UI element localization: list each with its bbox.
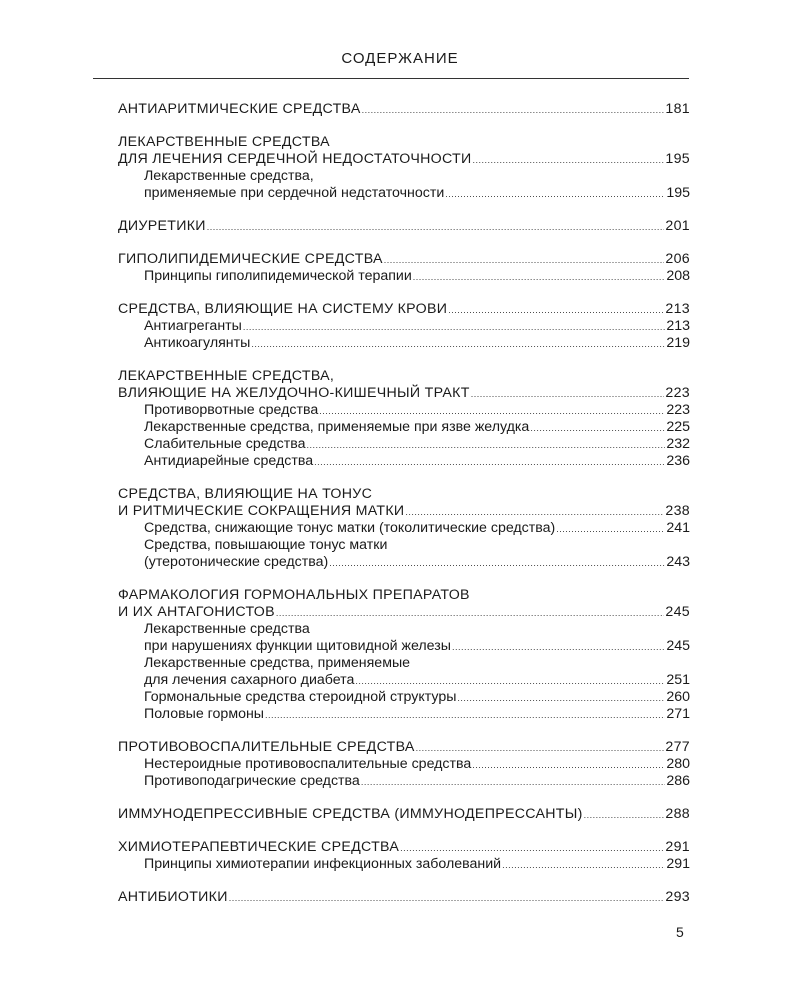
toc-entry-title: Половые гормоны [144, 706, 264, 722]
dot-leader [319, 403, 665, 420]
toc-entry-title: Нестероидные противовоспалительные средства [144, 756, 472, 772]
toc-entry-title: Противорвотные средства [144, 402, 319, 418]
header-rule [93, 78, 689, 79]
toc-entry [118, 301, 690, 318]
toc-page-number: 245 [665, 604, 690, 620]
toc-subentry [118, 537, 690, 554]
toc-page-number: 225 [666, 419, 690, 435]
toc-entry-title: И РИТМИЧЕСКИЕ СОКРАЩЕНИЯ МАТКИ [118, 503, 405, 519]
toc-entry-title: ПРОТИВОВОСПАЛИТЕЛЬНЫЕ СРЕДСТВА [118, 739, 415, 755]
toc-entry [118, 806, 690, 823]
toc-entry-title: Антидиарейные средства [144, 453, 314, 469]
toc-page-number: 293 [665, 889, 690, 905]
toc-page-number: 271 [666, 706, 690, 722]
dot-leader [265, 707, 665, 724]
dot-leader [405, 504, 664, 521]
toc-entry-title: ВЛИЯЮЩИЕ НА ЖЕЛУДОЧНО-КИШЕЧНЫЙ ТРАКТ [118, 385, 470, 401]
toc-entry [118, 251, 690, 268]
toc-page-number: 232 [666, 436, 690, 452]
toc-entry [118, 134, 690, 151]
toc-entry [118, 839, 690, 856]
dot-leader [452, 639, 665, 656]
toc-entry [118, 889, 690, 906]
toc-subentry [118, 402, 690, 419]
toc-page-number: 219 [666, 335, 690, 351]
page-number: 5 [676, 924, 684, 940]
toc-entry-title: Принципы химиотерапии инфекционных заболеваний [144, 856, 502, 872]
toc-entry-title: ДИУРЕТИКИ [118, 218, 206, 234]
dot-leader [306, 437, 665, 454]
toc-entry-title: ЛЕКАРСТВЕННЫЕ СРЕДСТВА [118, 134, 330, 150]
toc-subentry [118, 655, 690, 672]
toc-subentry [118, 335, 690, 352]
toc-entry-title: ДЛЯ ЛЕЧЕНИЯ СЕРДЕЧНОЙ НЕДОСТАТОЧНОСТИ [118, 151, 472, 167]
page-header: СОДЕРЖАНИЕ [341, 50, 459, 67]
toc-entry [118, 101, 690, 118]
toc-section [118, 486, 690, 571]
toc-entry-title: И ИХ АНТАГОНИСТОВ [118, 604, 275, 620]
toc-subentry [118, 773, 690, 790]
toc-page-number: 238 [665, 503, 690, 519]
toc-subentry [118, 419, 690, 436]
toc-section [118, 301, 690, 352]
toc-page-number: 291 [665, 839, 690, 855]
toc-entry-title: АНТИАРИТМИЧЕСКИЕ СРЕДСТВА [118, 101, 361, 117]
toc-entry-title: Гормональные средства стероидной структуры [144, 689, 457, 705]
toc-subentry [118, 638, 690, 655]
toc-section [118, 134, 690, 202]
toc-page-number: 245 [666, 638, 690, 654]
toc-entry-title: Противоподагрические средства [144, 773, 360, 789]
toc-page-number: 260 [666, 689, 690, 705]
toc-entry-title: Антикоагулянты [144, 335, 251, 351]
toc-entry [118, 604, 690, 621]
dot-leader [243, 319, 665, 336]
toc-page-number: 277 [665, 739, 690, 755]
toc-page-number: 288 [665, 806, 690, 822]
toc-page-number: 223 [665, 385, 690, 401]
toc-entry [118, 587, 690, 604]
dot-leader [502, 857, 665, 874]
toc-entry [118, 385, 690, 402]
toc-entry-title: Лекарственные средства, [144, 168, 314, 184]
toc-section [118, 587, 690, 723]
toc-page-number: 181 [665, 101, 690, 117]
dot-leader [362, 102, 665, 119]
toc-subentry [118, 554, 690, 571]
toc-subentry [118, 856, 690, 873]
dot-leader [229, 890, 665, 907]
toc-section [118, 806, 690, 823]
toc-page-number: 208 [666, 268, 690, 284]
toc-entry-title: Средства, повышающие тонус матки [144, 537, 388, 553]
toc-entry-title: (утеротонические средства) [144, 554, 329, 570]
toc-entry [118, 486, 690, 503]
toc-entry-title: Лекарственные средства, применяемые [144, 655, 411, 671]
toc-entry [118, 218, 690, 235]
dot-leader [276, 605, 665, 622]
toc-page-number: 213 [666, 318, 690, 334]
toc-subentry [118, 672, 690, 689]
toc-subentry [118, 168, 690, 185]
toc-page-number: 201 [665, 218, 690, 234]
toc-subentry [118, 436, 690, 453]
toc-page-number: 206 [665, 251, 690, 267]
dot-leader [329, 555, 665, 572]
dot-leader [355, 673, 665, 690]
toc-entry-title: Слабительные средства [144, 436, 306, 452]
toc-section [118, 739, 690, 790]
dot-leader [556, 521, 665, 538]
toc-entry-title: ИММУНОДЕПРЕССИВНЫЕ СРЕДСТВА (ИММУНОДЕПРЕССАНТЫ) [118, 806, 583, 822]
toc-section [118, 101, 690, 118]
toc-entry-title: ЛЕКАРСТВЕННЫЕ СРЕДСТВА, [118, 368, 335, 384]
toc-entry [118, 151, 690, 168]
toc-section [118, 889, 690, 906]
dot-leader [416, 740, 665, 757]
toc-subentry [118, 185, 690, 202]
toc-subentry [118, 756, 690, 773]
dot-leader [473, 152, 665, 169]
toc-page-number: 280 [666, 756, 690, 772]
toc-page-number: 243 [666, 554, 690, 570]
dot-leader [445, 186, 665, 203]
dot-leader [314, 454, 665, 471]
toc-page-number: 223 [666, 402, 690, 418]
toc-entry-title: АНТИБИОТИКИ [118, 889, 228, 905]
toc-subentry [118, 268, 690, 285]
toc-entry-title: СРЕДСТВА, ВЛИЯЮЩИЕ НА ТОНУС [118, 486, 373, 502]
table-of-contents [118, 101, 690, 922]
toc-entry-title: Средства, снижающие тонус матки (токолитические средства) [144, 520, 556, 536]
toc-subentry [118, 453, 690, 470]
toc-page-number: 236 [666, 453, 690, 469]
toc-subentry [118, 706, 690, 723]
dot-leader [251, 336, 665, 353]
toc-entry-title: Антиагреганты [144, 318, 242, 334]
toc-section [118, 368, 690, 470]
dot-leader [584, 807, 665, 824]
dot-leader [457, 690, 665, 707]
dot-leader [448, 302, 664, 319]
toc-entry [118, 503, 690, 520]
toc-page-number: 251 [666, 672, 690, 688]
toc-page-number: 195 [666, 185, 690, 201]
toc-page-number: 195 [665, 151, 690, 167]
toc-section [118, 218, 690, 235]
toc-page-number: 286 [666, 773, 690, 789]
toc-section [118, 251, 690, 285]
dot-leader [413, 269, 666, 286]
toc-entry-title: применяемые при сердечной недстаточности [144, 185, 445, 201]
toc-subentry [118, 318, 690, 335]
toc-entry-title: Принципы гиполипидемической терапии [144, 268, 412, 284]
dot-leader [400, 840, 664, 857]
toc-page-number: 241 [666, 520, 690, 536]
toc-entry-title: ГИПОЛИПИДЕМИЧЕСКИЕ СРЕДСТВА [118, 251, 383, 267]
dot-leader [530, 420, 665, 437]
toc-entry [118, 739, 690, 756]
toc-entry-title: СРЕДСТВА, ВЛИЯЮЩИЕ НА СИСТЕМУ КРОВИ [118, 301, 448, 317]
toc-section [118, 839, 690, 873]
toc-page-number: 213 [665, 301, 690, 317]
dot-leader [207, 219, 665, 236]
toc-entry-title: ХИМИОТЕРАПЕВТИЧЕСКИЕ СРЕДСТВА [118, 839, 400, 855]
toc-page-number: 291 [666, 856, 690, 872]
toc-entry [118, 368, 690, 385]
toc-subentry [118, 621, 690, 638]
dot-leader [472, 757, 665, 774]
toc-subentry [118, 520, 690, 537]
toc-entry-title: при нарушениях функции щитовидной железы [144, 638, 451, 654]
toc-entry-title: ФАРМАКОЛОГИЯ ГОРМОНАЛЬНЫХ ПРЕПАРАТОВ [118, 587, 470, 603]
dot-leader [361, 774, 666, 791]
toc-subentry [118, 689, 690, 706]
toc-entry-title: для лечения сахарного диабета [144, 672, 355, 688]
dot-leader [471, 386, 665, 403]
toc-entry-title: Лекарственные средства, применяемые при язве желудка [144, 419, 530, 435]
dot-leader [384, 252, 665, 269]
toc-entry-title: Лекарственные средства [144, 621, 310, 637]
